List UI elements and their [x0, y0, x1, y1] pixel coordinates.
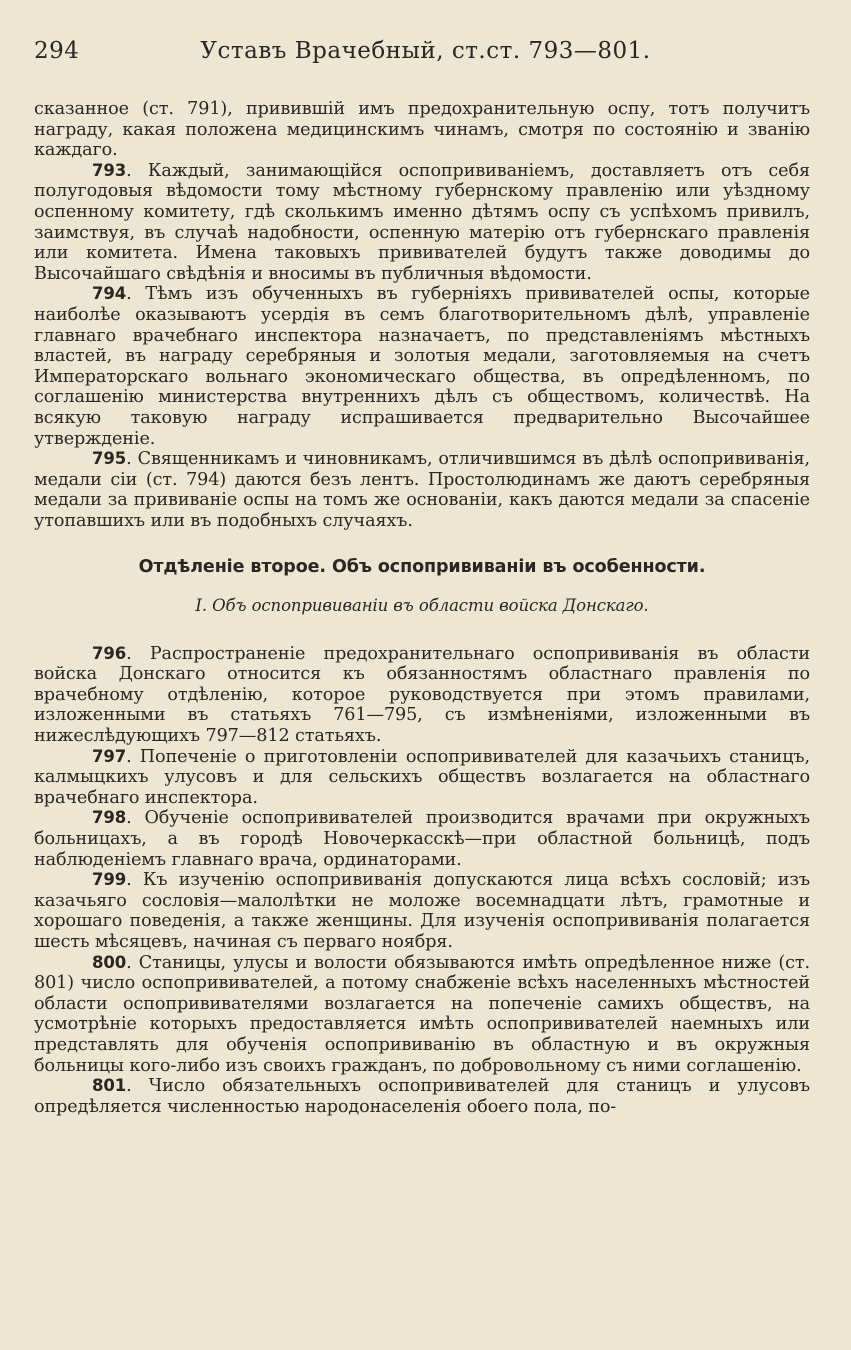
article-text: . Попеченіе о приготовленіи оспопрививателей для казачьихъ станицъ, калмыцкихъ улусовъ и для сельскихъ обществъ возлагается на областнаго врачебнаго инспектора. [34, 746, 810, 808]
article-801 [34, 1076, 810, 1117]
article-796 [34, 644, 810, 747]
article-text: . Число обязательныхъ оспопрививателей для станицъ и улусовъ опредѣляется численностью народонаселенія обоего пола, по- [34, 1076, 810, 1117]
page-header [34, 38, 817, 68]
article-number: 799 [92, 870, 127, 890]
article-number: 800 [92, 952, 127, 972]
article-number: 795 [92, 449, 127, 469]
article-number: 794 [92, 284, 127, 304]
article-793 [34, 161, 810, 285]
article-text: . Каждый, занимающійся оспопрививаніемъ, доставляетъ отъ себя полугодовыя вѣдомости тому мѣстному губернскому правленію или уѣздному оспенному комитету, гдѣ сколькимъ именно дѣтямъ оспу съ успѣхомъ привилъ, заимствуя, въ случаѣ надобности, оспенную матерію отъ губернскаго правленія или комитета. Имена таковыхъ прививателей будутъ также доводимы до Высочайшаго свѣдѣнія и вносимы въ публичныя вѣдомости. [34, 160, 810, 284]
article-794 [34, 284, 810, 449]
running-title: Уставъ Врачебный, ст.ст. 793—801. [200, 38, 651, 64]
article-797 [34, 747, 810, 809]
article-text: . Станицы, улусы и волости обязываются имѣть опредѣленное ниже (ст. 801) число оспопрививателей, а потому снабженіе всѣхъ населенныхъ мѣстностей области оспопрививателями возлагается на попеченіе самихъ обществъ, на усмотрѣніе которыхъ предоставляется имѣть оспопрививателей наемныхъ или представлять для обученія оспопрививанію въ областную и въ окружныя больницы кого-либо изъ своихъ гражданъ, по добровольному съ ними соглашенію. [34, 952, 810, 1076]
article-number: 797 [92, 746, 127, 766]
article-800 [34, 953, 810, 1077]
article-text: . Обученіе оспопрививателей производится врачами при окружныхъ больницахъ, а въ городѣ Новочеркасскѣ—при областной больницѣ, подъ наблюденіемъ главнаго врача, ординаторами. [34, 808, 810, 870]
article-number: 796 [92, 643, 127, 663]
article-number: 801 [92, 1076, 127, 1096]
subsection-title: I. Объ оспопрививаніи въ области войска Донскаго. [195, 596, 649, 616]
article-number: 798 [92, 808, 127, 828]
article-799 [34, 870, 810, 952]
article-text: . Тѣмъ изъ обученныхъ въ губерніяхъ прививателей оспы, которые наиболѣе оказываютъ усердія въ семъ благотворительномъ дѣлѣ, управленіе главнаго врачебнаго инспектора назначаетъ, по представленіямъ мѣстныхъ властей, въ награду серебряныя и золотыя медали, заготовляемыя на счетъ Императорскаго вольнаго экономическаго общества, въ опредѣленномъ, по соглашенію министерства внутреннихъ дѣлъ съ обществомъ, количествѣ. На всякую таковую награду испрашивается предварительно Высочайшее утвержденіе. [34, 284, 810, 449]
article-text: . Распространеніе предохранительнаго оспопрививанія въ области войска Донскаго относится къ обязанностямъ областнаго правленія по врачебному отдѣленію, которое руководствуется при этомъ правилами, изложенными въ статьяхъ 761—795, съ измѣненіями, изложенными въ нижеслѣдующихъ 797—812 статьяхъ. [34, 643, 810, 747]
article-795 [34, 449, 810, 531]
page-number: 294 [34, 38, 80, 64]
article-798 [34, 808, 810, 870]
article-number: 793 [92, 160, 127, 180]
section-title: Отдѣленіе второе. Объ оспопрививаніи въ особенности. [138, 557, 706, 578]
page-body [34, 99, 810, 1117]
article-text: . Къ изученію оспопрививанія допускаются лица всѣхъ сословій; изъ казачьяго сословія—малолѣтки не моложе восемнадцати лѣтъ, грамотные и хорошаго поведенія, а также женщины. Для изученія оспопрививанія полагается шесть мѣсяцевъ, начиная съ перваго ноября. [34, 870, 810, 952]
article-text: . Священникамъ и чиновникамъ, отличившимся въ дѣлѣ оспопрививанія, медали сіи (ст. 794) даются безъ лентъ. Простолюдинамъ же даютъ серебряныя медали за прививаніе оспы на томъ же основаніи, какъ даются медали за спасеніе утопавшихъ или въ подобныхъ случаяхъ. [34, 449, 810, 531]
article-continuation: сказанное (ст. 791), привившій имъ предохранительную оспу, тотъ получитъ награду, какая положена медицинскимъ чинамъ, смотря по состоянію и званію каждаго. [34, 99, 810, 161]
